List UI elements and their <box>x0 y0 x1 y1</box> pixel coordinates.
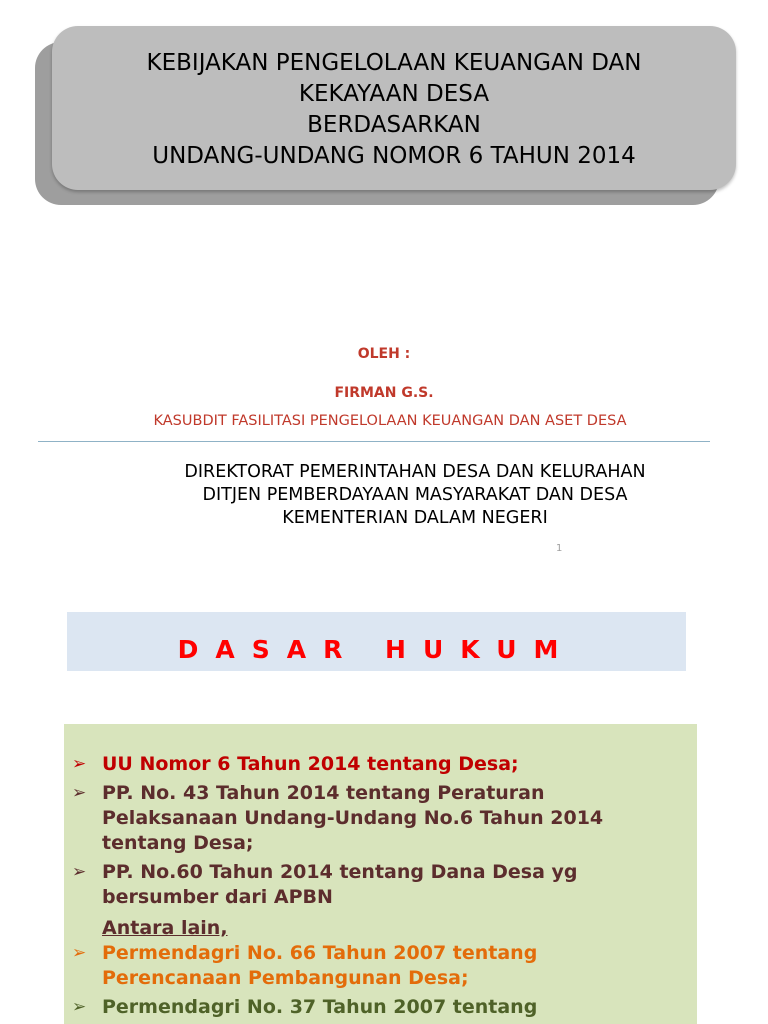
org-line: DIREKTORAT PEMERINTAHAN DESA DAN KELURAHAN <box>184 462 646 482</box>
list-item: ➢ PP. No. 43 Tahun 2014 tentang Peraturan Pelaksanaan Undang-Undang No.6 Tahun 2014 tentang Desa; <box>72 782 604 854</box>
list-item: ➢ Permendagri No. 37 Tahun 2007 tentang <box>72 996 538 1018</box>
presenter-name: FIRMAN G.S. <box>334 385 434 401</box>
org-line: KEMENTERIAN DALAM NEGERI <box>282 508 548 528</box>
legal-basis-list <box>72 752 692 1024</box>
slide-number: 1 <box>556 543 563 554</box>
list-item: ➢ PP. No.60 Tahun 2014 tentang Dana Desa yg bersumber dari APBN <box>72 861 578 908</box>
title-line: UNDANG-UNDANG NOMOR 6 TAHUN 2014 <box>152 143 636 169</box>
sub-heading: Antara lain, <box>102 917 228 939</box>
oleh-label: OLEH : <box>357 346 411 362</box>
list-item: ➢ Permendagri No. 66 Tahun 2007 tentang Perencanaan Pembangunan Desa; <box>72 942 538 989</box>
presenter-position: KASUBDIT FASILITASI PENGELOLAAN KEUANGAN DAN ASET DESA <box>153 413 627 429</box>
heading-box <box>67 612 686 671</box>
arrow-bullet-icon: ➢ <box>72 862 87 882</box>
title-line: KEKAYAAN DESA <box>298 81 490 107</box>
title-line: BERDASARKAN <box>307 112 481 138</box>
slide-title <box>52 48 736 172</box>
arrow-bullet-icon: ➢ <box>72 783 87 803</box>
list-item: ➢ UU Nomor 6 Tahun 2014 tentang Desa; <box>72 753 519 775</box>
arrow-bullet-icon: ➢ <box>72 754 87 774</box>
org-line: DITJEN PEMBERDAYAAN MASYARAKAT DAN DESA <box>202 485 628 505</box>
title-line: KEBIJAKAN PENGELOLAAN KEUANGAN DAN <box>146 50 642 76</box>
organization-block <box>110 461 720 530</box>
arrow-bullet-icon: ➢ <box>72 943 87 963</box>
slide-heading: DASAR HUKUM <box>177 635 576 664</box>
divider-line <box>38 441 710 442</box>
arrow-bullet-icon: ➢ <box>72 997 87 1017</box>
